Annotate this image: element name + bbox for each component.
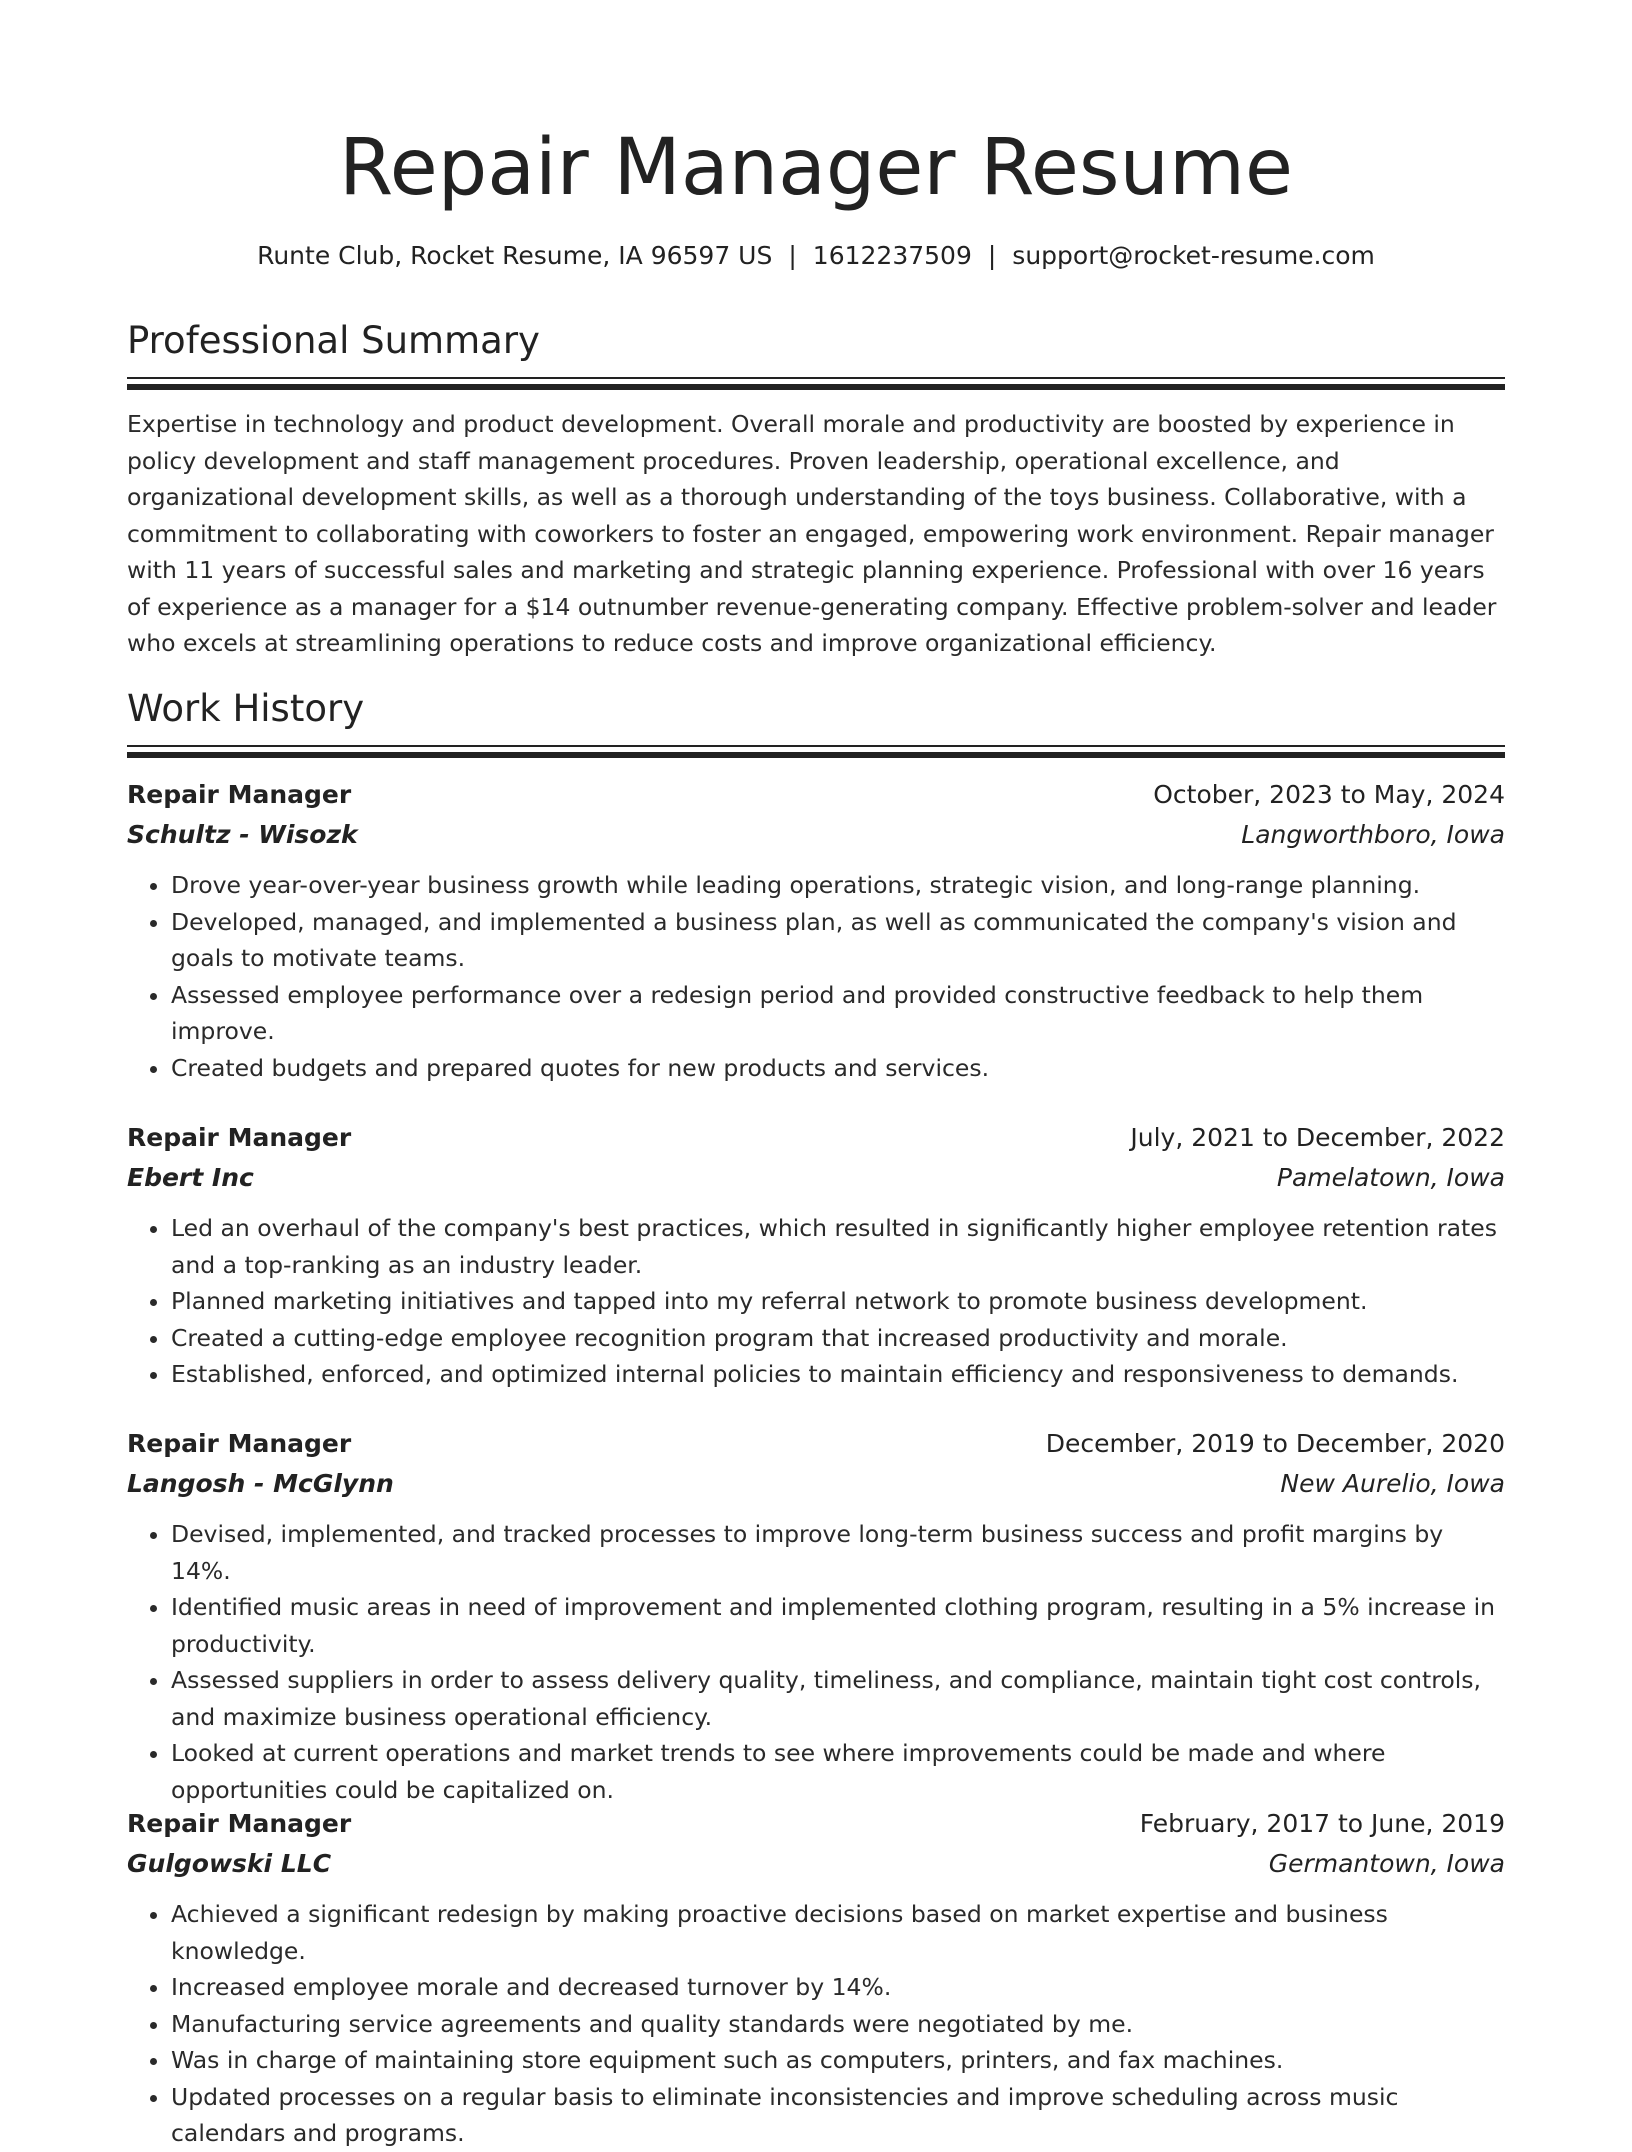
job-bullet: • Achieved a significant redesign by making proactive decisions based on market expertise and business knowledge.	[171, 1896, 1505, 1969]
job-location: Pamelatown, Iowa	[1276, 1163, 1505, 1192]
job-bullet: • Created a cutting-edge employee recognition program that increased productivity and morale.	[171, 1320, 1505, 1357]
job-bullet: • Drove year-over-year business growth while leading operations, strategic vision, and long-range planning.	[171, 867, 1505, 904]
job-title: Repair Manager	[127, 780, 352, 809]
job-dates: October, 2023 to May, 2024	[1153, 780, 1505, 809]
job-dates: July, 2021 to December, 2022	[1130, 1123, 1505, 1152]
contact-separator: |	[987, 241, 997, 270]
job-location: Langworthboro, Iowa	[1241, 820, 1505, 849]
job-bullet: • Assessed suppliers in order to assess delivery quality, timeliness, and compliance, maintain tight cost controls, and maximize business operational efficiency.	[171, 1662, 1505, 1735]
job-dates: February, 2017 to June, 2019	[1139, 1809, 1505, 1838]
job-dates: December, 2019 to December, 2020	[1045, 1429, 1505, 1458]
job-title: Repair Manager	[127, 1809, 352, 1838]
job-entry	[127, 1118, 1505, 1393]
job-bullet: • Manufacturing service agreements and quality standards were negotiated by me.	[171, 2006, 1505, 2043]
job-bullet: • Increased employee morale and decreased turnover by 14%.	[171, 1969, 1505, 2006]
section-divider	[127, 752, 1505, 758]
contact-separator: |	[788, 241, 797, 270]
job-bullet: • Planned marketing initiatives and tapped into my referral network to promote business development.	[171, 1283, 1505, 1320]
job-location: Germantown, Iowa	[1268, 1849, 1505, 1878]
section-divider	[127, 384, 1505, 390]
summary-text: Expertise in technology and product development. Overall morale and productivity are boosted by experience in policy development and staff management procedures. Proven leadership, operational excellence, and organizational development skills, as well as a thorough understanding of the toys business. Collaborative, with a commitment to collaborating with coworkers to foster an engaged, empowering work environment. Repair manager with 11 years of successful sales and marketing and strategic planning experience. Professional with over 16 years of experience as a manager for a $14 outnumber revenue-generating company. Effective problem-solver and leader who excels at streamlining operations to reduce costs and improve organizational efficiency.	[127, 410, 1497, 657]
job-bullet: • Updated processes on a regular basis to eliminate inconsistencies and improve scheduling across music calendars and programs.	[171, 2079, 1505, 2152]
job-entry	[127, 1804, 1505, 2152]
job-entry	[127, 1424, 1505, 1808]
job-title: Repair Manager	[127, 1429, 352, 1458]
job-bullet: • Established, enforced, and optimized internal policies to maintain efficiency and responsiveness to demands.	[171, 1356, 1505, 1393]
work-history-heading: Work History	[127, 687, 365, 730]
resume-title: Repair Manager Resume	[339, 123, 1293, 213]
job-bullet: • Developed, managed, and implemented a business plan, as well as communicated the company's vision and goals to motivate teams.	[171, 904, 1505, 977]
job-bullets	[127, 1896, 1505, 2152]
company-name: Schultz - Wisozk	[127, 820, 358, 849]
company-name: Gulgowski LLC	[127, 1849, 332, 1878]
job-title: Repair Manager	[127, 1123, 352, 1152]
job-bullet: • Led an overhaul of the company's best practices, which resulted in significantly higher employee retention rates and a top-ranking as an industry leader.	[171, 1210, 1505, 1283]
job-entry	[127, 775, 1505, 1086]
job-bullet: • Identified music areas in need of improvement and implemented clothing program, resulting in a 5% increase in productivity.	[171, 1589, 1505, 1662]
section-divider	[127, 745, 1505, 747]
job-bullets	[127, 1210, 1505, 1393]
job-bullet: • Devised, implemented, and tracked processes to improve long-term business success and profit margins by 14%.	[171, 1516, 1505, 1589]
section-divider	[127, 377, 1505, 379]
job-bullet: • Looked at current operations and market trends to see where improvements could be made and where opportunities could be capitalized on.	[171, 1735, 1505, 1808]
contact-phone: 1612237509	[812, 241, 972, 270]
job-bullet: • Assessed employee performance over a redesign period and provided constructive feedback to help them improve.	[171, 977, 1505, 1050]
summary-heading: Professional Summary	[127, 319, 540, 362]
job-location: New Aurelio, Iowa	[1280, 1469, 1505, 1498]
job-bullets	[127, 867, 1505, 1086]
contact-address: Runte Club, Rocket Resume, IA 96597 US	[257, 241, 773, 270]
job-bullet: • Was in charge of maintaining store equipment such as computers, printers, and fax machines.	[171, 2042, 1505, 2079]
company-name: Langosh - McGlynn	[127, 1469, 394, 1498]
job-bullet: • Created budgets and prepared quotes for new products and services.	[171, 1050, 1505, 1087]
contact-line	[127, 238, 1505, 274]
job-bullets	[127, 1516, 1505, 1808]
contact-email: support@rocket-resume.com	[1012, 241, 1375, 270]
company-name: Ebert Inc	[127, 1163, 254, 1192]
